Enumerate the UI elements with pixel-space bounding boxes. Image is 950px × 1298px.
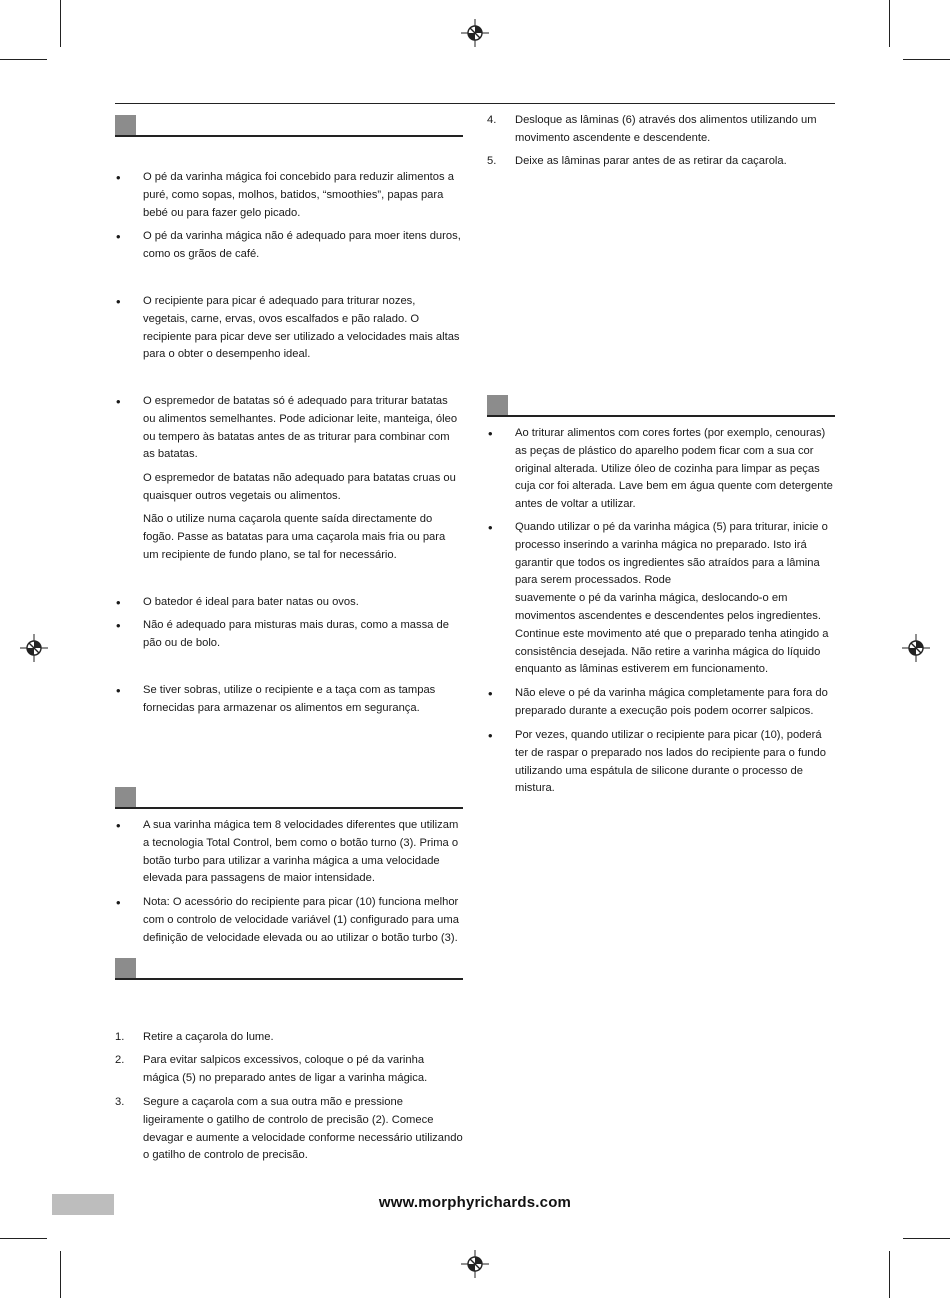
list-item-text: Quando utilizar o pé da varinha mágica (5) para triturar, inicie o processo inserindo a varinha mágica no preparado. Isto irá garantir que todos os ingredientes são atraídos para a lâmina para serem processados. Rode suavemente o pé da varinha mágica, deslocando-o em movimentos ascendentes e descendentes pelos ingredientes. Continue este movimento até que o preparado tenha atingido a consistência desejada. Não retire a varinha mágica do líquido enquanto as lâminas estiverem em funcionamento.	[515, 521, 829, 676]
registration-target-icon	[461, 1250, 489, 1278]
section-marker	[115, 787, 136, 807]
step-number: 3.	[115, 1096, 125, 1108]
step-number: 1.	[115, 1031, 125, 1043]
registration-target-icon	[902, 634, 930, 662]
crop-mark	[0, 1238, 47, 1239]
list-item-text: O batedor é ideal para bater natas ou ovos.	[143, 596, 359, 608]
list-item-text: Não é adequado para misturas mais duras, como a massa de pão ou de bolo.	[143, 619, 449, 649]
list-item	[115, 617, 463, 653]
list-item-text: Ao triturar alimentos com cores fortes (por exemplo, cenouras) as peças de plástico do aparelho podem ficar com a sua cor original alterada. Utilize óleo de cozinha para limpar as peças cuja cor foi alterada. Lave bem em água quente com detergente antes de voltar a utilizar.	[515, 427, 833, 511]
section-marker	[115, 958, 136, 978]
crop-mark	[60, 0, 61, 47]
step-text: Deixe as lâminas parar antes de as retirar da caçarola.	[515, 155, 787, 167]
crop-mark	[889, 1251, 890, 1298]
list-item	[115, 682, 463, 718]
numbered-step	[487, 153, 835, 171]
list-item-text: Não eleve o pé da varinha mágica completamente para fora do preparado durante a execução pois podem ocorrer salpicos.	[515, 687, 828, 717]
bullet-icon: •	[488, 520, 493, 535]
section-header	[115, 958, 463, 980]
numbered-step	[115, 1052, 463, 1088]
list-item	[115, 594, 463, 612]
crop-mark	[903, 1238, 950, 1239]
bullet-icon: •	[116, 394, 121, 409]
bullet-icon: •	[116, 595, 121, 610]
list-item-text: O espremedor de batatas só é adequado para triturar batatas ou alimentos semelhantes. Pode adicionar leite, manteiga, óleo ou tempero às batatas antes de as triturar para combinar com as batatas.	[143, 395, 458, 461]
step-number: 5.	[487, 155, 497, 167]
numbered-step	[115, 1094, 463, 1165]
section-marker	[487, 395, 508, 415]
bullet-icon: •	[116, 229, 121, 244]
top-rule	[115, 103, 835, 104]
section-marker	[115, 115, 136, 135]
list-item	[487, 519, 835, 679]
registration-target-icon	[461, 19, 489, 47]
crop-mark	[0, 59, 47, 60]
list-item	[115, 293, 463, 364]
list-item-text: Nota: O acessório do recipiente para picar (10) funciona melhor com o controlo de velocidade variável (1) configurado para uma definição de velocidade elevada ou ao utilizar o botão turbo (3).	[143, 896, 459, 944]
bullet-icon: •	[116, 294, 121, 309]
section-header	[487, 395, 835, 417]
crop-mark	[903, 59, 950, 60]
step-text: Desloque as lâminas (6) através dos alimentos utilizando um movimento ascendente e descendente.	[515, 114, 817, 144]
numbered-step	[115, 1029, 463, 1047]
list-item-text: Por vezes, quando utilizar o recipiente para picar (10), poderá ter de raspar o preparado nos lados do recipiente para o fundo utilizando uma espátula de silicone durante o processo de mistura.	[515, 729, 826, 795]
list-item-text: O recipiente para picar é adequado para triturar nozes, vegetais, carne, ervas, ovos escalfados e pão ralado. O recipiente para picar deve ser utilizado a velocidades mais altas para o obter o desempenho ideal.	[143, 295, 460, 361]
list-item	[487, 685, 835, 721]
bullet-icon: •	[116, 818, 121, 833]
crop-mark	[889, 0, 890, 47]
list-item	[487, 425, 835, 514]
paragraph: O espremedor de batatas não adequado para batatas cruas ou quaisquer outros vegetais ou alimentos.	[143, 472, 456, 502]
list-item	[115, 169, 463, 222]
list-item	[115, 894, 463, 947]
step-number: 4.	[487, 114, 497, 126]
step-text: Segure a caçarola com a sua outra mão e pressione ligeiramente o gatilho de controlo de precisão (2). Comece devagar e aumente a velocidade conforme necessário utilizando o gatilho de controlo de precisão.	[143, 1096, 463, 1162]
footer-url[interactable]: www.morphyrichards.com	[378, 1194, 572, 1211]
bullet-icon: •	[116, 683, 121, 698]
bullet-icon: •	[116, 895, 121, 910]
list-item	[115, 817, 463, 888]
numbered-step	[487, 112, 835, 148]
paragraph: Não o utilize numa caçarola quente saída directamente do fogão. Passe as batatas para uma caçarola mais fria ou para um recipiente de fundo plano, se tal for necessário.	[143, 513, 446, 561]
bullet-icon: •	[488, 426, 493, 441]
list-item-text: O pé da varinha mágica não é adequado para moer itens duros, como os grãos de café.	[143, 230, 461, 260]
section-header	[115, 787, 463, 809]
list-item	[487, 727, 835, 798]
list-item-text: O pé da varinha mágica foi concebido para reduzir alimentos a puré, como sopas, molhos, batidos, “smoothies”, papas para bebé ou para fazer gelo picado.	[143, 171, 454, 219]
list-item-text: A sua varinha mágica tem 8 velocidades diferentes que utilizam a tecnologia Total Control, bem como o botão turno (3). Prima o botão turbo para utilizar a varinha mágica a uma velocidade elevada para passagens de maior intensidade.	[143, 819, 459, 885]
bullet-icon: •	[116, 170, 121, 185]
step-text: Para evitar salpicos excessivos, coloque o pé da varinha mágica (5) no preparado antes de ligar a varinha mágica.	[143, 1054, 428, 1084]
bullet-icon: •	[488, 728, 493, 743]
list-item	[115, 393, 463, 464]
crop-mark	[60, 1251, 61, 1298]
step-text: Retire a caçarola do lume.	[143, 1031, 274, 1043]
registration-target-icon	[20, 634, 48, 662]
step-number: 2.	[115, 1054, 125, 1066]
bullet-icon: •	[116, 618, 121, 633]
list-item	[115, 228, 463, 264]
list-item-text: Se tiver sobras, utilize o recipiente e a taça com as tampas fornecidas para armazenar os alimentos em segurança.	[143, 684, 436, 714]
section-header	[115, 115, 463, 137]
bullet-icon: •	[488, 686, 493, 701]
